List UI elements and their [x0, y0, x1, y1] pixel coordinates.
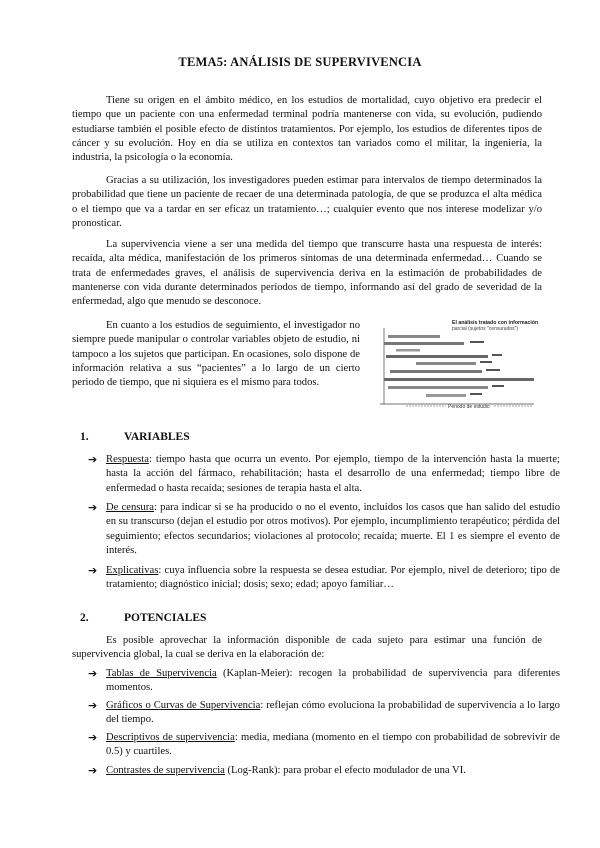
- variable-item-censura: [88, 501, 560, 558]
- section-2-intro: Es posible aprovechar la información disponible de cada sujeto para estimar una función de supervivencia global, la cual se deriva en la elaboración de:: [72, 635, 542, 661]
- variable-item-explicativas: [88, 564, 560, 593]
- variable-item-respuesta: [88, 453, 560, 496]
- item-term: Gráficos o Curvas de Supervivencia: [106, 700, 261, 711]
- arrow-right-icon: ➔: [88, 764, 98, 777]
- item-term: Contrastes de supervivencia: [106, 765, 225, 776]
- item-text: (Log-Rank): para probar el efecto modulador de una VI.: [224, 765, 466, 776]
- intro-paragraph-3: La supervivencia viene a ser una medida del tiempo que transcurre hasta una respuesta de interés: recaída, alta médica, manifestación de los primeros síntomas de una determinada enfermedad… Cuando se trata de enfermedades graves, el análisis de supervivencia deriva en la estimación de probabilidades de mantenerse con vida durante determinados períodos de tiempo, informando así del grado de severidad de la enfermedad, algo que menudo se desconoce.: [72, 239, 542, 308]
- item-text: : reflejan cómo evoluciona la probabilidad de supervivencia a lo largo del tiempo.: [106, 700, 560, 726]
- item-text: : tiempo hasta que ocurra un evento. Por ejemplo, tiempo de la intervención hasta la muerte; hasta la acción del fármaco, rehabilitación; hasta el desarrollo de una enfermedad; tiempo libre de enfermedad o hasta recaída; sesiones de terapia hasta el alta.: [106, 454, 560, 494]
- arrow-right-icon: ➔: [88, 731, 98, 744]
- arrow-right-icon: ➔: [88, 564, 98, 577]
- section-2-title: POTENCIALES: [124, 612, 207, 624]
- arrow-right-icon: ➔: [88, 699, 98, 712]
- section-2-heading: [80, 612, 206, 624]
- figure-title-line-2: parcial (sujetos "censurados"): [452, 326, 519, 332]
- item-term: Tablas de Supervivencia: [106, 668, 217, 679]
- figure-x-label: Periodo de estudio: [448, 404, 490, 410]
- potential-item-graficos: [88, 699, 560, 728]
- arrow-right-icon: ➔: [88, 453, 98, 466]
- arrow-right-icon: ➔: [88, 501, 98, 514]
- item-term: Explicativas: [106, 565, 159, 576]
- item-term: Descriptivos de supervivencia: [106, 732, 235, 743]
- potential-item-descriptivos: [88, 731, 560, 760]
- item-text: : media, mediana (momento en el tiempo con probabilidad de sobrevivir de 0.5) y cuartiles.: [106, 732, 560, 758]
- section-2-number: 2.: [80, 612, 89, 624]
- item-term: Respuesta: [106, 454, 149, 465]
- item-text: : cuya influencia sobre la respuesta se desea estudiar. Por ejemplo, nivel de deterioro; tipo de tratamiento; diagnóstico inicial; dosis; sexo; edad; apoyo familiar…: [106, 565, 560, 591]
- intro-paragraph-1: Tiene su origen en el ámbito médico, en los estudios de mortalidad, cuyo objetivo era predecir el tiempo que un paciente con una enfermedad terminal podría mantenerse con vida, su evolución, pudiendo estudiarse también el posible efecto de distintos tratamientos. Por ejemplo, los estudios de diferentes tipos de cáncer y su evolución. Hoy en día se utiliza en contextos tan variados como el militar, la ingeniería, la industria, la psicología o la economía.: [72, 95, 542, 164]
- figure-title-line-1: El análisis tratado con información: [452, 320, 539, 326]
- section-1-number: 1.: [80, 431, 89, 443]
- section-1-title: VARIABLES: [124, 431, 190, 443]
- page-title: TEMA5: ANÁLISIS DE SUPERVIVENCIA: [178, 55, 422, 69]
- potential-item-contrastes: [88, 764, 560, 778]
- intro-paragraph-2: Gracias a su utilización, los investigadores pueden estimar para intervalos de tiempo determinados la probabilidad que tiene un paciente de recaer de una determinada patología, de que se produzca el alta médica o el tiempo que va a tardar en ser eficaz un tratamiento…; cualquier evento que nos interese modelizar y/o pronosticar.: [72, 175, 542, 229]
- section-1-heading: [80, 431, 190, 443]
- arrow-right-icon: ➔: [88, 667, 98, 680]
- intro-paragraph-4: En cuanto a los estudios de seguimiento, el investigador no siempre puede manipular o controlar variables objeto de estudio, ni tampoco a los sujetos que participan. En ocasiones, solo dispone de información relativa a sus “pacientes” a lo largo de un cierto periodo de tiempo, que ni siquiera es el mismo para todos.: [72, 320, 360, 389]
- item-term: De censura: [106, 502, 154, 513]
- potential-item-tablas: [88, 667, 560, 696]
- censored-subjects-figure: [366, 318, 542, 412]
- item-text: : para indicar si se ha producido o no el evento, incluidos los casos que han salido del estudio en su transcurso (dejan el estudio por otros motivos). Por ejemplo, incumplimiento terapéutico; pérdida del seguimiento; efectos secundarios; violaciones al protocolo; recaída; muerte. El 1 es siempre el evento de interés.: [106, 502, 560, 556]
- item-text: (Kaplan-Meier): recogen la probabilidad de supervivencia para diferentes momentos.: [106, 668, 560, 694]
